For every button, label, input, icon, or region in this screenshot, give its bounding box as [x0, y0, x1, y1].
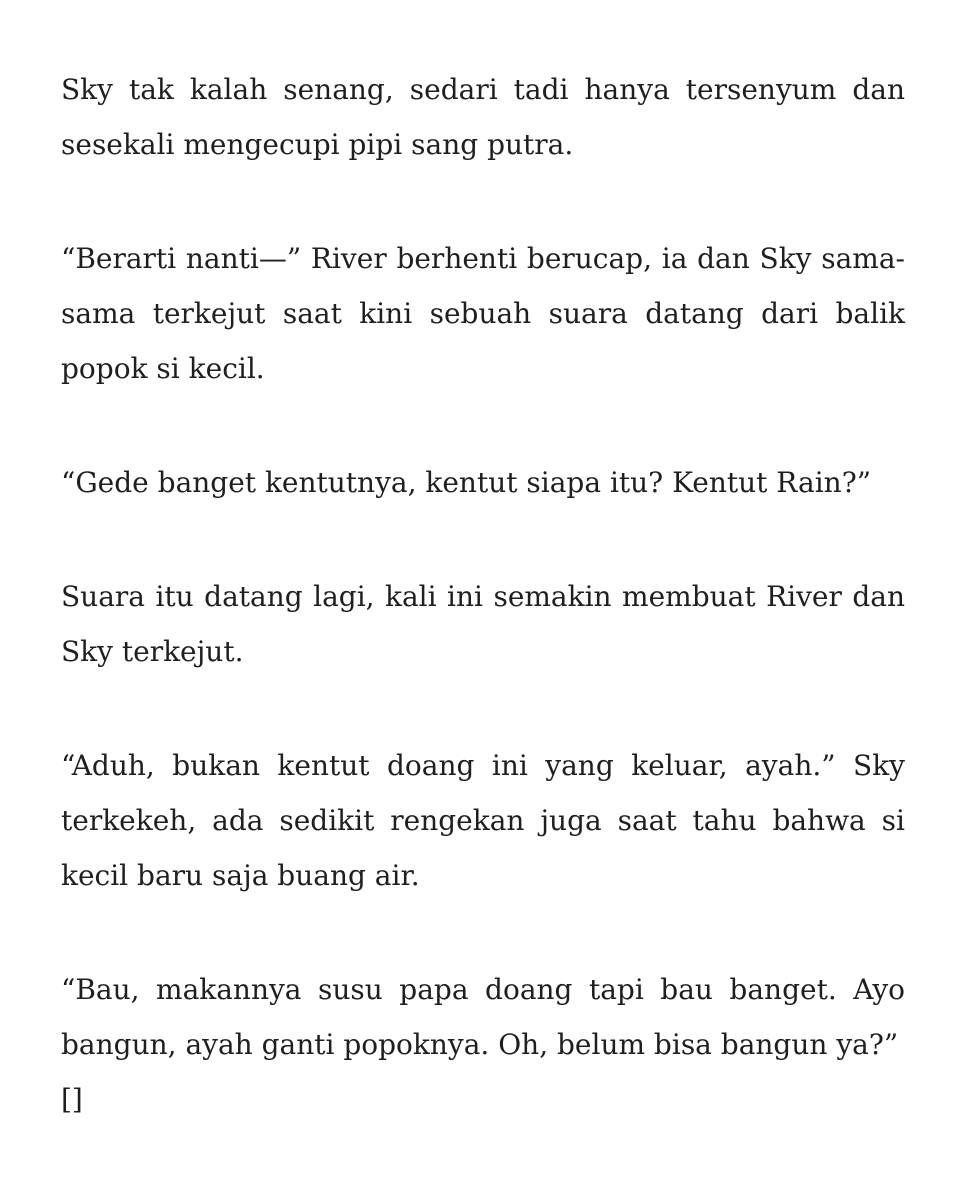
- paragraph-1: Sky tak kalah senang, sedari tadi hanya tersenyum dan sesekali mengecupi pipi sang putra.: [61, 73, 905, 161]
- story-text-page: [61, 62, 905, 1127]
- end-marker: []: [61, 1083, 83, 1116]
- paragraph-4: Suara itu datang lagi, kali ini semakin membuat River dan Sky terkejut.: [61, 580, 905, 668]
- paragraph-2: “Berarti nanti—” River berhenti berucap, ia dan Sky sama-sama terkejut saat kini sebuah suara datang dari balik popok si kecil.: [61, 242, 905, 385]
- paragraph-6-block: [61, 962, 905, 1127]
- paragraph-3: “Gede banget kentutnya, kentut siapa itu? Kentut Rain?”: [61, 466, 872, 499]
- paragraph-5: “Aduh, bukan kentut doang ini yang keluar, ayah.” Sky terkekeh, ada sedikit rengekan juga saat tahu bahwa si kecil baru saja buang air.: [61, 749, 905, 892]
- paragraph-6: “Bau, makannya susu papa doang tapi bau banget. Ayo bangun, ayah ganti popoknya. Oh, belum bisa bangun ya?”: [61, 973, 905, 1061]
